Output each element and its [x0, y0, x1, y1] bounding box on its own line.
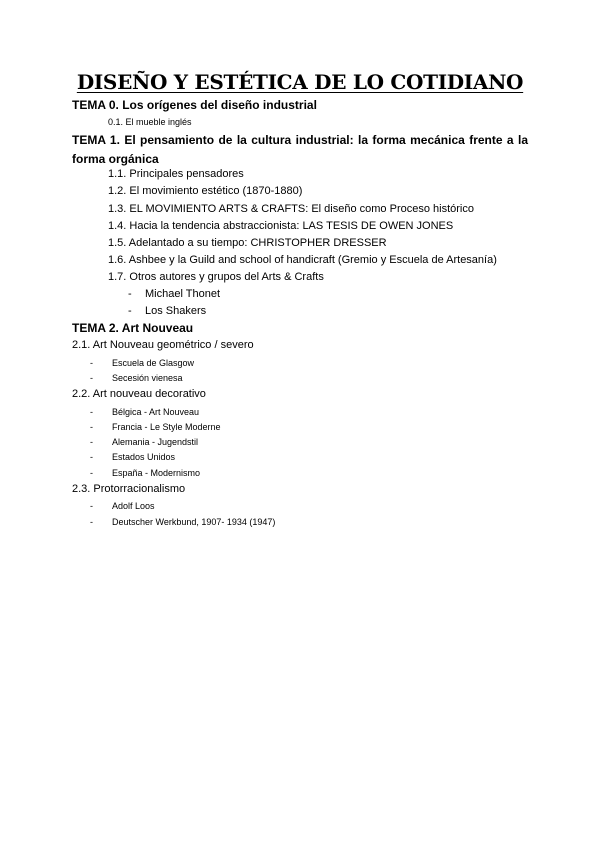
tema-1-item: 1.6. Ashbee y la Guild and school of handicraft (Gremio y Escuela de Artesanía)	[108, 254, 497, 266]
tema-2-section-label: 2.3. Protorracionalismo	[72, 483, 186, 495]
tema-0-heading: TEMA 0. Los orígenes del diseño industrial	[72, 98, 317, 112]
tema-2-heading: TEMA 2. Art Nouveau	[72, 321, 194, 335]
list-item-label: Adolf Loos	[112, 501, 155, 511]
tema-2-list-item	[90, 435, 198, 449]
tema-1-subitem	[128, 304, 206, 318]
tema-1-heading: TEMA 1. El pensamiento de la cultura industrial: la forma mecánica frente a la forma orgánica	[72, 133, 528, 166]
tema-1-item: 1.1. Principales pensadores	[108, 168, 244, 180]
list-item-label: Francia - Le Style Moderne	[112, 422, 221, 432]
list-item-label: Bélgica - Art Nouveau	[112, 407, 200, 417]
bullet-dash: -	[128, 288, 132, 300]
tema-1-subitem	[128, 287, 220, 301]
subitem-label: Los Shakers	[145, 305, 207, 317]
bullet-dash: -	[90, 358, 93, 368]
tema-2-list-item	[90, 466, 200, 480]
bullet-dash: -	[90, 501, 93, 511]
tema-2-section-label: 2.2. Art nouveau decorativo	[72, 388, 206, 400]
subitem-label: Michael Thonet	[145, 288, 221, 300]
bullet-dash: -	[90, 517, 93, 527]
tema-0-item: 0.1. El mueble inglés	[108, 117, 192, 127]
tema-1-item: 1.2. El movimiento estético (1870-1880)	[108, 185, 303, 197]
bullet-dash: -	[90, 407, 93, 417]
list-item-label: Alemania - Jugendstil	[112, 437, 199, 447]
document-title: DISEÑO Y ESTÉTICA DE LO COTIDIANO	[76, 70, 524, 94]
bullet-dash: -	[90, 437, 93, 447]
bullet-dash: -	[90, 452, 93, 462]
tema-1-item: 1.7. Otros autores y grupos del Arts & Crafts	[108, 271, 324, 283]
tema-2-list-item	[90, 499, 155, 513]
list-item-label: Estados Unidos	[112, 452, 176, 462]
tema-2-list-item	[90, 371, 183, 385]
tema-2-list-item	[90, 405, 199, 419]
tema-2-section-label: 2.1. Art Nouveau geométrico / severo	[72, 339, 254, 351]
list-item-label: Escuela de Glasgow	[112, 358, 195, 368]
bullet-dash: -	[90, 468, 93, 478]
list-item-label: Secesión vienesa	[112, 373, 183, 383]
bullet-dash: -	[128, 305, 132, 317]
tema-2-list-item	[90, 356, 194, 370]
tema-1-item: 1.3. EL MOVIMIENTO ARTS & CRAFTS: El diseño como Proceso histórico	[108, 203, 474, 215]
tema-2-list-item	[90, 420, 221, 434]
tema-2-list-item	[90, 450, 175, 464]
bullet-dash: -	[90, 373, 93, 383]
tema-2-list-item	[90, 515, 275, 529]
tema-1-item: 1.5. Adelantado a su tiempo: CHRISTOPHER DRESSER	[108, 237, 387, 249]
bullet-dash: -	[90, 422, 93, 432]
list-item-label: Deutscher Werkbund, 1907- 1934 (1947)	[112, 517, 276, 527]
list-item-label: España - Modernismo	[112, 468, 201, 478]
tema-1-item: 1.4. Hacia la tendencia abstraccionista: LAS TESIS DE OWEN JONES	[108, 220, 454, 232]
